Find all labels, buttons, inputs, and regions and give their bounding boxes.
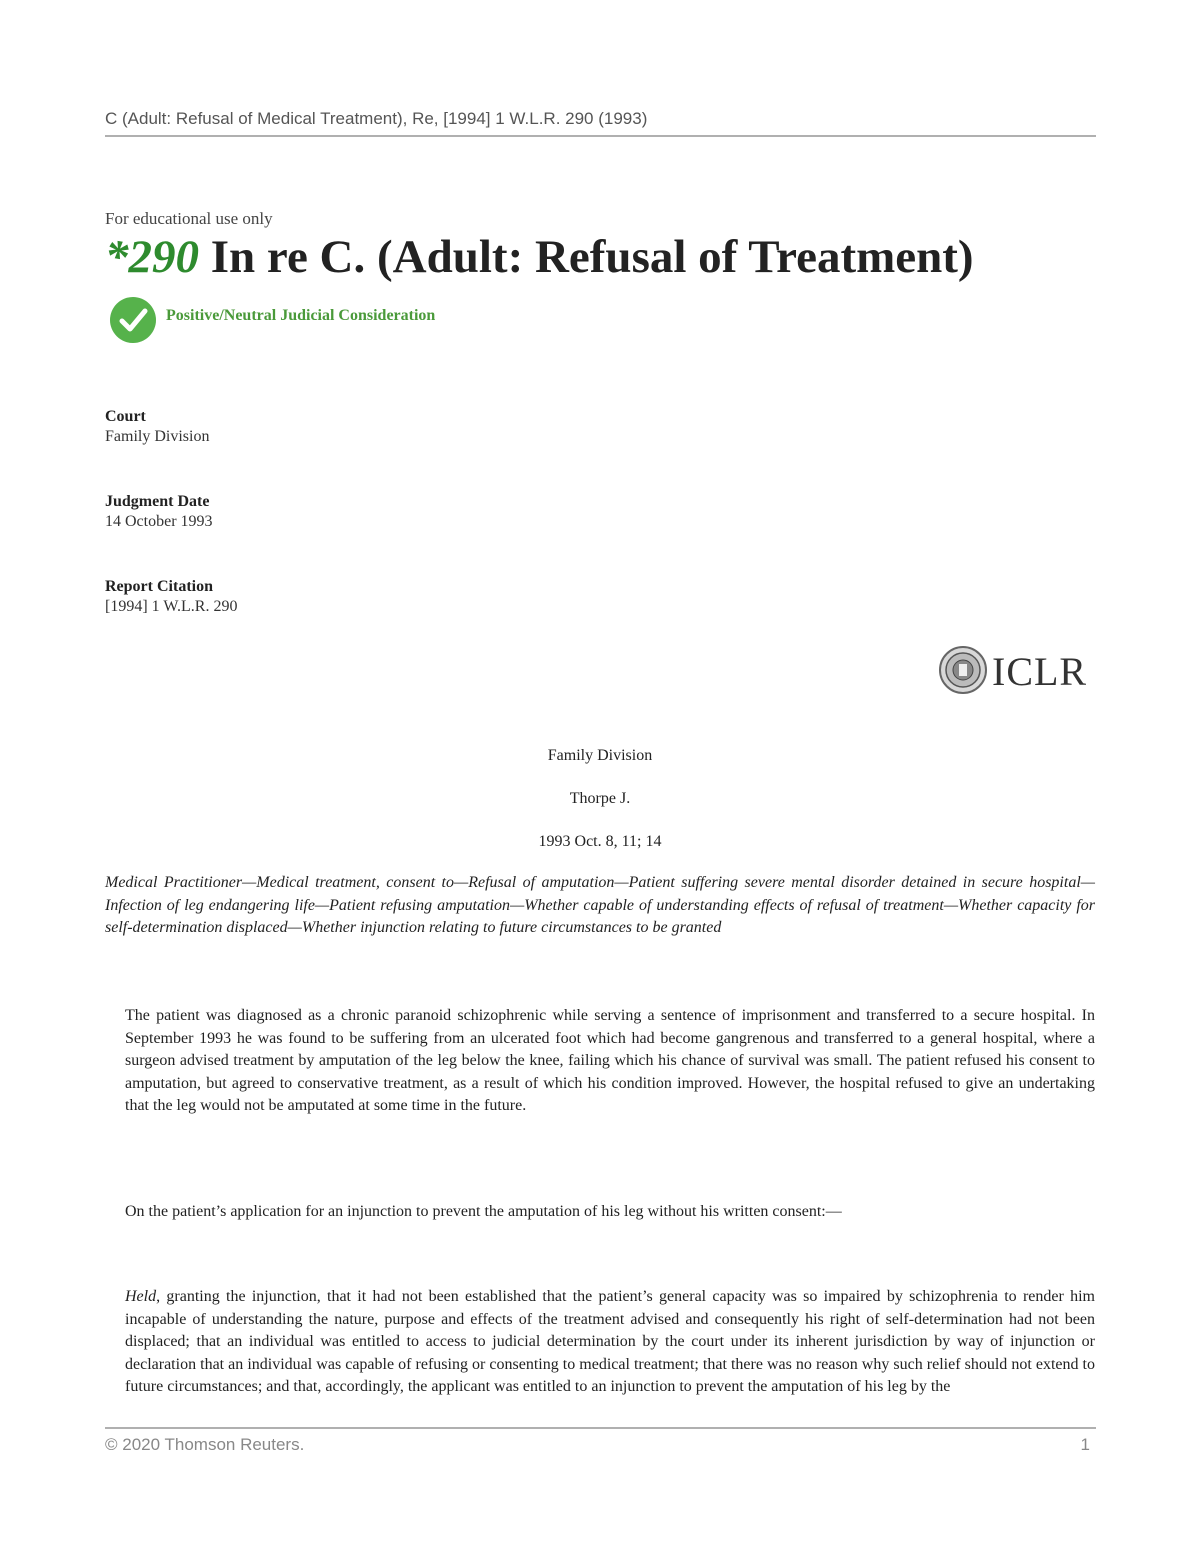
educational-use-notice: For educational use only [105,209,273,228]
judgment-date-section [105,493,213,531]
judgment-date-value: 14 October 1993 [105,513,213,530]
report-division: Family Division [547,747,653,764]
document-header-citation: C (Adult: Refusal of Medical Treatment), Re, [1994] 1 W.L.R. 290 (1993) [105,109,648,128]
page-number: 1 [1080,1435,1090,1454]
page-title [105,232,974,284]
footer-divider [105,1427,1096,1429]
report-citation-value: [1994] 1 W.L.R. 290 [105,598,238,615]
iclr-seal-icon [938,642,988,698]
judgment-date-label: Judgment Date [105,493,210,510]
case-title: In re C. (Adult: Refusal of Treatment) [199,231,974,283]
application-paragraph: On the patient’s application for an injunction to prevent the amputation of his leg without his written consent:— [125,1203,842,1220]
iclr-logo-text: ICLR [992,649,1088,694]
court-section [105,408,209,446]
iclr-logo [938,642,1088,702]
facts-paragraph: The patient was diagnosed as a chronic paranoid schizophrenic while serving a sentence of imprisonment and transferred to a secure hospital. In September 1993 he was found to be suffering from an ulcerated foot which had become gangrenous and transferred to a general hospital, where a surgeon advised treatment by amputation of the leg below the knee, failing which his chance of survival was small. The patient refused his consent to amputation, but agreed to conservative treatment, as a result of which his condition improved. However, the hospital refused to give an undertaking that the leg would not be amputated at some time in the future. [125,1007,1095,1114]
catchwords: Medical Practitioner—Medical treatment, consent to—Refusal of amputation—Patient suffering severe mental disorder detained in secure hospital—Infection of leg endangering life—Patient refusing amputation—Whether capable of understanding effects of refusal of treatment—Whether capacity for self-determination displaced—Whether injunction relating to future circumstances to be granted [105,874,1095,936]
header-divider [105,135,1096,137]
copyright-notice: © 2020 Thomson Reuters. [105,1435,305,1454]
report-judge: Thorpe J. [569,790,631,807]
treatment-status-label: Positive/Neutral Judicial Consideration [166,307,436,324]
held-word: Held [125,1288,157,1305]
report-dates: 1993 Oct. 8, 11; 14 [538,833,662,850]
check-circle-icon [110,297,156,343]
court-label: Court [105,408,146,425]
held-text: , granting the injunction, that it had not been established that the patient’s general capacity was so impaired by schizophrenia to render him incapable of understanding the nature, purpose and effects of the treatment advised and consequently his right of self-determination had not been displaced; that an individual was entitled to access to judicial determination by the court under its inherent jurisdiction by way of injunction or declaration that an individual was capable of refusing or consenting to medical treatment; that there was no reason why such relief should not extend to future circumstances; and that, accordingly, the applicant was entitled to an injunction to prevent the amputation of his leg by the [125,1288,1095,1395]
report-citation-section [105,578,237,616]
held-paragraph [125,1286,1095,1399]
report-citation-label: Report Citation [105,578,213,595]
page-marker: *290 [105,231,199,283]
court-value: Family Division [105,428,210,445]
